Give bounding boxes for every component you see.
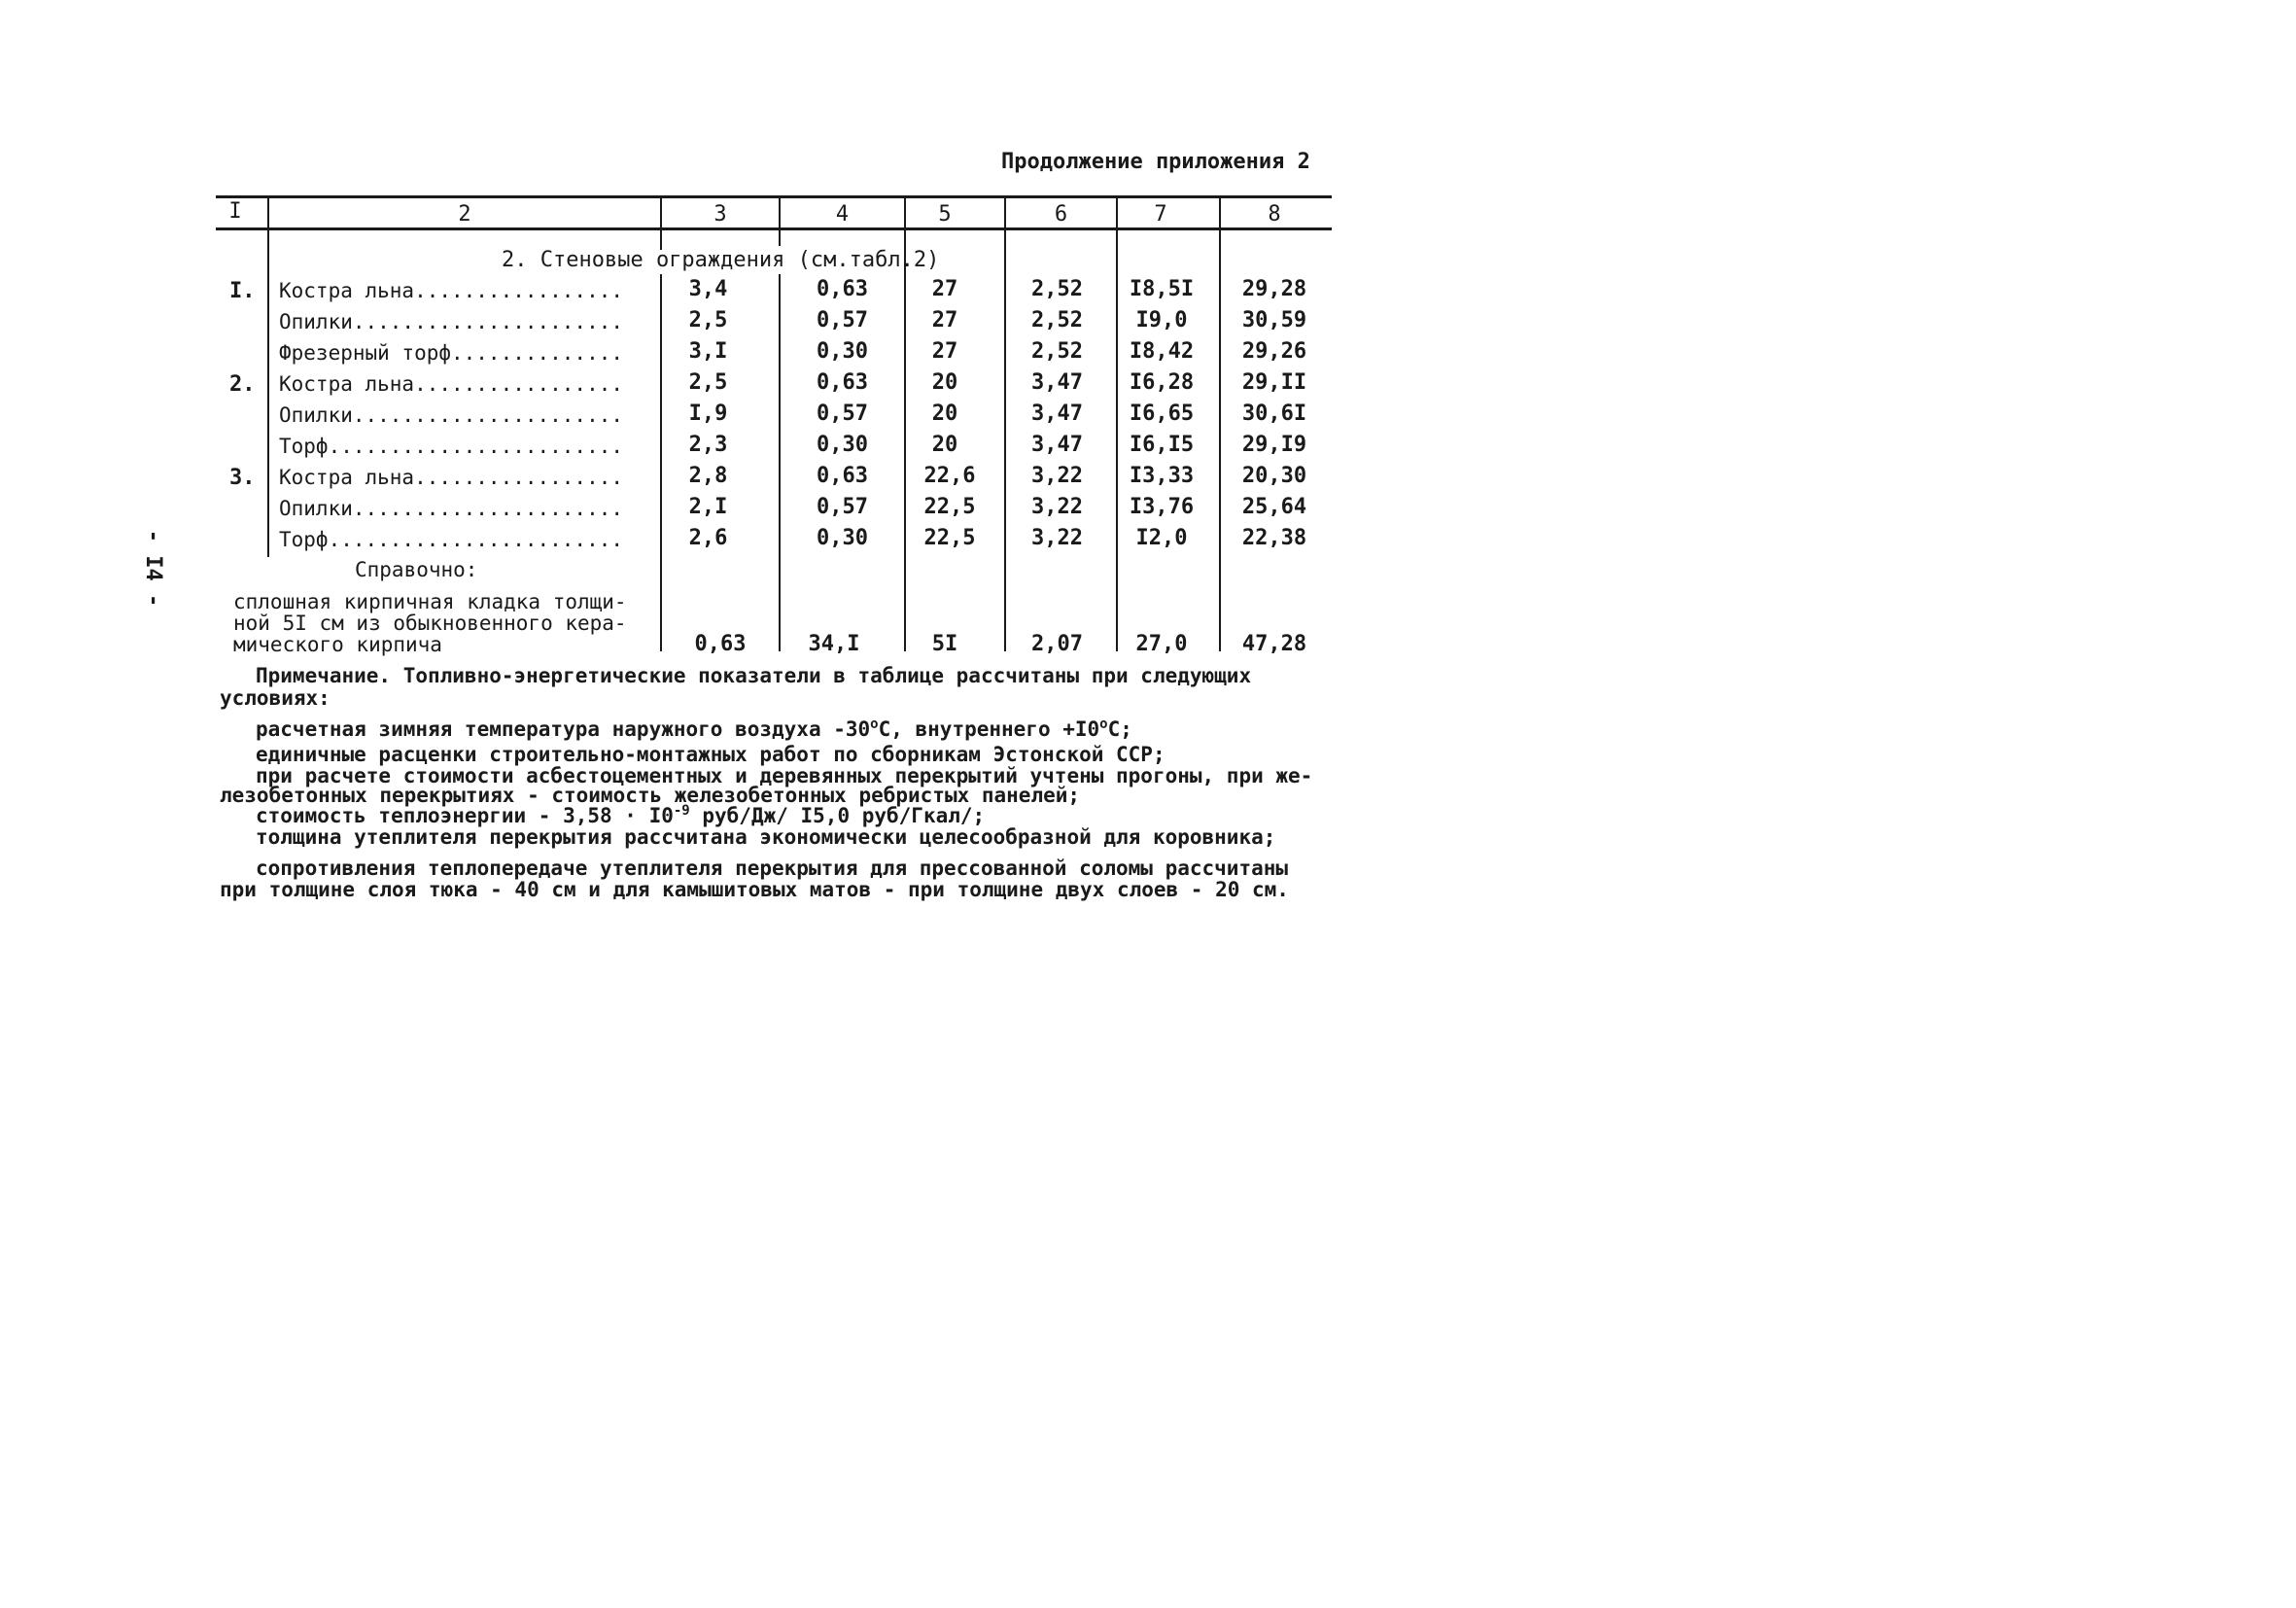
cell-c5: 27 — [931, 277, 958, 301]
cell-c4: 0,57 — [817, 495, 868, 519]
reference-name-line-2: ной 5I см из обыкновенного кера- — [233, 612, 627, 635]
cell-c4: 0,63 — [817, 464, 868, 488]
cell-c3: I,9 — [688, 402, 728, 426]
cell-c3: 0,63 — [694, 632, 747, 656]
reference-name-line-3: мического кирпича — [233, 633, 442, 656]
temp-part-c: С; — [1107, 717, 1132, 741]
material-name: Костра льна................. — [279, 466, 624, 489]
cell-c8: 47,28 — [1241, 632, 1307, 656]
cell-c6: 3,22 — [1031, 495, 1083, 519]
heat-cost-part-b: руб/Дж/ I5,0 руб/Гкал/; — [689, 804, 986, 827]
material-name: Опилки...................... — [279, 310, 624, 333]
cell-c7: 27,0 — [1135, 632, 1188, 656]
note-line-rates: единичные расценки строительно-монтажных работ по сборникам Эстонской ССР; — [256, 743, 1165, 766]
reference-name-line-1: сплошная кирпичная кладка толщи- — [233, 590, 627, 613]
cell-c3: 2,3 — [688, 433, 728, 457]
cell-c5: 22,5 — [923, 495, 976, 519]
group-number: I. — [229, 279, 256, 303]
cell-c6: 3,22 — [1031, 464, 1083, 488]
material-name: Костра льна................. — [279, 372, 624, 396]
cell-c4: 34,I — [808, 632, 860, 656]
cell-c3: 2,5 — [688, 370, 728, 395]
cell-c8: 30,59 — [1241, 308, 1307, 332]
col-header-1: I — [228, 199, 242, 224]
note-intro-line-1: Примечание. Топливно-энергетические показатели в таблице рассчитаны при следующих — [256, 664, 1252, 687]
cell-c6: 3,22 — [1031, 526, 1083, 550]
material-name: Торф........................ — [279, 435, 624, 458]
table-top-rule — [216, 195, 1332, 198]
cell-c7: I3,76 — [1129, 495, 1195, 519]
col-header-4: 4 — [835, 202, 850, 227]
col-header-2: 2 — [458, 202, 471, 227]
col-header-3: 3 — [713, 202, 727, 227]
cell-c4: 0,57 — [817, 308, 868, 332]
cell-c4: 0,30 — [817, 433, 868, 457]
exponent: -9 — [673, 803, 690, 819]
table-header-rule — [216, 227, 1332, 230]
cell-c5: 22,5 — [923, 526, 976, 550]
col-header-6: 6 — [1054, 202, 1068, 227]
group-number: 2. — [229, 372, 256, 397]
col-divider-1 — [267, 197, 269, 557]
cell-c4: 0,30 — [817, 526, 868, 550]
cell-c8: 29,I9 — [1241, 433, 1307, 457]
material-name: Костра льна................. — [279, 279, 624, 302]
cell-c5: 20 — [931, 402, 958, 426]
cell-c5: 27 — [931, 308, 958, 332]
material-name: Торф........................ — [279, 528, 624, 551]
cell-c8: 20,30 — [1241, 464, 1307, 488]
cell-c3: 2,5 — [688, 308, 728, 332]
cell-c8: 22,38 — [1241, 526, 1307, 550]
cell-c7: I2,0 — [1135, 526, 1188, 550]
cell-c8: 29,II — [1241, 370, 1307, 395]
cell-c7: I6,65 — [1129, 402, 1195, 426]
cell-c3: 3,4 — [688, 277, 728, 301]
note-line-resistance-1: сопротивления теплопередаче утеплителя перекрытия для прессованной соломы рассчитаны — [256, 856, 1289, 880]
cell-c4: 0,57 — [817, 402, 868, 426]
degree-sign: o — [870, 717, 879, 732]
temp-part-b: С, внутреннего +I0 — [878, 717, 1100, 741]
cell-c6: 3,47 — [1031, 402, 1083, 426]
cell-c6: 2,52 — [1031, 339, 1083, 364]
cell-c3: 2,6 — [688, 526, 728, 550]
cell-c7: I6,28 — [1129, 370, 1195, 395]
col-header-5: 5 — [938, 202, 952, 227]
section-title: 2. Стеновые ограждения (см.табл.2) — [502, 248, 940, 272]
note-line-cost-3: при расчете стоимости асбестоцементных и деревянных перекрытий учтены прогоны, при же- — [256, 764, 1313, 787]
group-number: 3. — [229, 466, 256, 490]
cell-c7: I3,33 — [1129, 464, 1195, 488]
reference-label: Справочно: — [355, 558, 478, 581]
page-number: - I4 - — [141, 529, 166, 608]
cell-c7: I9,0 — [1135, 308, 1188, 332]
note-temperature — [256, 717, 1132, 741]
temp-part-a: расчетная зимняя температура наружного воздуха -30 — [256, 717, 871, 741]
material-name: Опилки...................... — [279, 403, 624, 427]
cell-c6: 2,52 — [1031, 308, 1083, 332]
cell-c4: 0,63 — [817, 370, 868, 395]
cell-c8: 29,26 — [1241, 339, 1307, 364]
cell-c7: I8,42 — [1129, 339, 1195, 364]
cell-c3: 3,I — [688, 339, 728, 364]
continuation-title: Продолжение приложения 2 — [1001, 150, 1310, 174]
note-heat-cost — [256, 803, 985, 827]
cell-c6: 2,07 — [1031, 632, 1083, 656]
degree-sign: o — [1099, 717, 1108, 732]
cell-c5: 22,6 — [923, 464, 976, 488]
note-line-insulation: толщина утеплителя перекрытия рассчитана экономически целесообразной для коровника; — [256, 825, 1276, 849]
cell-c4: 0,63 — [817, 277, 868, 301]
cell-c5: 5I — [931, 632, 958, 656]
cell-c6: 2,52 — [1031, 277, 1083, 301]
note-line-resistance-2: при толщине слоя тюка - 40 см и для камышитовых матов - при толщине двух слоев - 20 см. — [220, 878, 1289, 901]
material-name: Фрезерный торф.............. — [279, 341, 624, 365]
cell-c5: 27 — [931, 339, 958, 364]
cell-c5: 20 — [931, 370, 958, 395]
cell-c6: 3,47 — [1031, 370, 1083, 395]
cell-c6: 3,47 — [1031, 433, 1083, 457]
note-intro-line-2: условиях: — [220, 686, 330, 710]
cell-c8: 25,64 — [1241, 495, 1307, 519]
col-header-7: 7 — [1154, 202, 1167, 227]
cell-c8: 30,6I — [1241, 402, 1307, 426]
col-header-8: 8 — [1268, 202, 1281, 227]
cell-c3: 2,8 — [688, 464, 728, 488]
note-line-cost-4: лезобетонных перекрытиях - стоимость железобетонных ребристых панелей; — [220, 784, 1081, 807]
cell-c8: 29,28 — [1241, 277, 1307, 301]
cell-c5: 20 — [931, 433, 958, 457]
cell-c7: I8,5I — [1129, 277, 1195, 301]
cell-c3: 2,I — [688, 495, 728, 519]
material-name: Опилки...................... — [279, 497, 624, 520]
cell-c7: I6,I5 — [1129, 433, 1195, 457]
heat-cost-part-a: стоимость теплоэнергии - 3,58 · I0 — [256, 804, 674, 827]
cell-c4: 0,30 — [817, 339, 868, 364]
